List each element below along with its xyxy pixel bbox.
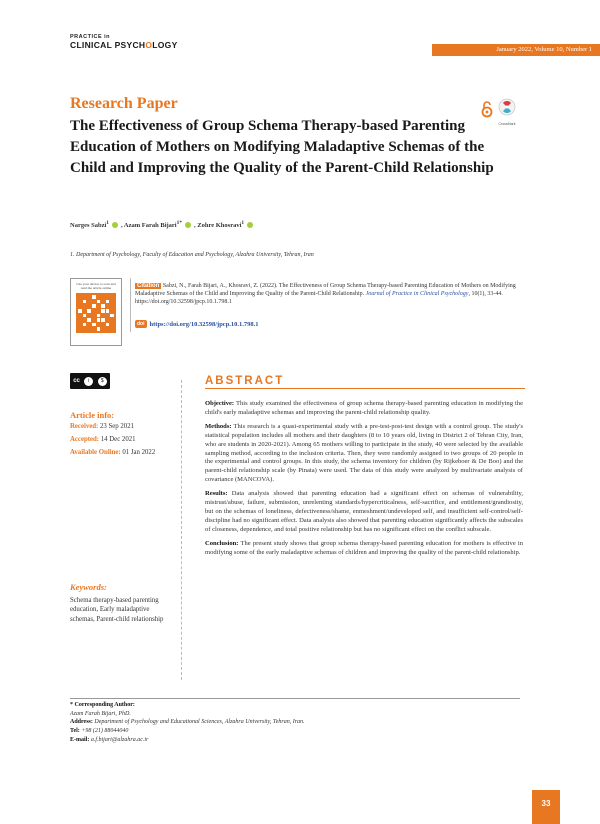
qr-cell <box>87 323 91 327</box>
qr-cell <box>110 304 114 308</box>
qr-cell <box>101 295 105 299</box>
journal-name: Journal of Practice in Clinical Psychology <box>365 291 469 298</box>
qr-caption: Use your device to scan and read the article online <box>76 282 116 290</box>
citation-divider <box>130 278 131 332</box>
crossmark-label: CrossMark <box>498 122 516 126</box>
crossmark-graphic <box>496 98 518 117</box>
abstract-methods: Methods: This research is a quasi-experimental study with a pre-test-post-test design with a control group. The study's statistical population includes all mothers and their daughters (8 to 10 years old, living in District 2 of Tehran City, Iran, who are students in 2020-2021). Among 65 mothers willing to participate in the study, 40 were selected by the available sampling method, according to the inclusion criteria. Then, they were randomly assigned to two groups of 20 people in the experimental and control groups. In this study, the schema inventory for children (by Rijkeboer & De Boo) and the parent-child relationship scale (by Pinata) were used. The data of this study were analyzed by multivariate analysis of covariance (MANCOVA). <box>205 422 523 484</box>
qr-cell <box>97 295 101 299</box>
qr-cell <box>110 295 114 299</box>
qr-cell <box>92 300 96 304</box>
qr-cell <box>87 295 91 299</box>
abstract-conclusion: Conclusion: The present study shows that group schema therapy-based parenting education for mothers is effective in modifying some of the early maladaptive schemas of children and improving the quality of the parent-child relationship. <box>205 539 523 556</box>
cc-icon: cc <box>73 378 80 384</box>
qr-cell <box>78 314 82 318</box>
qr-cell <box>83 323 87 327</box>
qr-cell <box>110 327 114 331</box>
qr-cell <box>87 304 91 308</box>
qr-cell <box>92 323 96 327</box>
qr-cell <box>101 300 105 304</box>
orcid-icon[interactable] <box>185 222 191 228</box>
author-1[interactable]: Narges Sabzi$^1$ <box>70 220 109 230</box>
qr-cell <box>106 295 110 299</box>
article-title: The Effectiveness of Group Schema Therapy-based Parenting Education of Mothers on Modifying Maladaptive Schemas of the Child and Improving the Quality of the Parent-Child Relationship <box>70 118 494 176</box>
abstract-body <box>205 400 523 563</box>
abstract-objective: Objective: This study examined the effectiveness of group schema therapy-based parenting education in modifying the child's early maladaptive schemas and improving the parent-child relationship quality. <box>205 400 523 416</box>
qr-cell <box>97 304 101 308</box>
qr-cell <box>87 327 91 331</box>
accepted-date: Accepted: 14 Dec 2021 <box>70 436 136 443</box>
qr-cell <box>78 327 82 331</box>
qr-cell <box>106 309 110 313</box>
qr-cell <box>92 309 96 313</box>
qr-cell <box>101 318 105 322</box>
article-type: Research Paper <box>70 95 178 112</box>
qr-cell <box>110 300 114 304</box>
corr-name: Azam Farah Bijari, PhD. <box>70 710 131 717</box>
qr-cell <box>87 300 91 304</box>
qr-cell <box>78 304 82 308</box>
qr-cell <box>106 300 110 304</box>
qr-cell <box>110 318 114 322</box>
doi-icon: doi <box>137 321 145 327</box>
corr-address: Address: Department of Psychology and Educational Sciences, Alzahra University, Tehran, Iran. <box>70 719 305 726</box>
qr-cell <box>97 309 101 313</box>
abstract-results: Results: Data analysis showed that parenting education had a significant effect on schemas of vulnerability, mistrust/abuse, failure, submission, unrelenting standards/hypercriticalness, self-sacrifice, and entitlement/grandiosity, but on the schemas of loneliness, defectiveness/shame, enmeshment/undeveloped self, and insufficient self-control/self-discipline had no significant effect. Data analysis also showed that parenting education significantly affects the subscales of closeness, dependence, and total positive relationship but has no significant effect on the conflict subscale. <box>205 490 523 533</box>
qr-cell <box>110 323 114 327</box>
corresponding-author <box>70 701 370 745</box>
keywords-heading: Keywords: <box>70 582 107 592</box>
qr-cell <box>97 323 101 327</box>
qr-cell <box>92 304 96 308</box>
qr-cell <box>101 323 105 327</box>
qr-cell <box>83 300 87 304</box>
qr-cell <box>106 304 110 308</box>
qr-cell <box>78 300 82 304</box>
qr-cell <box>87 314 91 318</box>
qr-cell <box>101 309 105 313</box>
qr-cell <box>97 327 101 331</box>
qr-cell <box>110 314 114 318</box>
qr-cell <box>97 318 101 322</box>
author-3[interactable]: , Zohre Khosravi$^1$ <box>194 220 245 230</box>
citation-text: Citation Sabzi, N., Farah Bijari, A., Khosravi, Z. (2022). The Effectiveness of Group Schema Therapy-based Parenting Education of Mothers on Modifying Maladaptive Schemas of the Child and Improving the Quality of the Parent-Child Relationship. Journal of Practice in Clinical Psychology, 10(1), 33-44. https://doi.org/10.32598/jpcp.10.1.798.1 <box>135 283 516 306</box>
cc-nc-icon: $ <box>98 377 107 386</box>
corr-tel: Tel: +98 (21) 88044040 <box>70 728 129 735</box>
qr-cell <box>106 314 110 318</box>
qr-cell <box>87 309 91 313</box>
abstract-heading: ABSTRACT <box>205 375 285 387</box>
orcid-icon[interactable] <box>112 222 118 228</box>
qr-cell <box>83 309 87 313</box>
qr-cell <box>101 304 105 308</box>
qr-cell <box>83 327 87 331</box>
qr-cell <box>101 314 105 318</box>
qr-cell <box>83 318 87 322</box>
corr-title: * Corresponding Author: <box>70 702 135 708</box>
page-number: 33 <box>532 790 560 824</box>
qr-cell <box>92 327 96 331</box>
qr-cell <box>83 304 87 308</box>
keywords-list: Schema therapy-based parenting education, Early maladaptive schemas, Parent-child relationship <box>70 597 164 623</box>
qr-cell <box>97 314 101 318</box>
qr-cell <box>87 318 91 322</box>
cc-by-icon: i <box>84 377 93 386</box>
orcid-icon[interactable] <box>247 222 253 228</box>
qr-cell <box>106 327 110 331</box>
qr-cell <box>83 314 87 318</box>
qr-cell <box>92 318 96 322</box>
doi-url[interactable]: https://doi.org/10.32598/jpcp.10.1.798.1 <box>149 320 259 328</box>
qr-cell <box>110 309 114 313</box>
received-date: Received: 23 Sep 2021 <box>70 423 134 430</box>
available-date: Available Online: 01 Jan 2022 <box>70 449 156 456</box>
qr-cell <box>92 314 96 318</box>
qr-cell <box>101 327 105 331</box>
journal-logo-main: CLINICAL PSYCHOLOGY <box>70 40 178 50</box>
qr-code-box[interactable] <box>70 278 122 346</box>
citation-label: Citation <box>137 283 160 289</box>
qr-cell <box>78 323 82 327</box>
qr-cell <box>97 300 101 304</box>
qr-cell <box>78 309 82 313</box>
qr-code-icon[interactable] <box>76 293 116 333</box>
journal-logo <box>70 34 200 50</box>
corr-email[interactable]: E-mail: a.f.bijari@alzahra.ac.ir <box>70 736 149 743</box>
article-info-heading: Article info: <box>70 410 115 420</box>
affiliation: 1. Department of Psychology, Faculty of Education and Psychology, Alzahra University, Tehran, Iran <box>70 252 314 258</box>
author-2[interactable]: , Azam Farah Bijari$^{1*}$ <box>121 220 183 230</box>
abstract-rule <box>205 388 525 389</box>
issue-banner: January 2022, Volume 10, Number 1 <box>432 44 600 56</box>
qr-cell <box>83 295 87 299</box>
doi-link[interactable] <box>135 320 259 328</box>
author-list <box>70 220 520 229</box>
qr-cell <box>78 295 82 299</box>
qr-cell <box>106 318 110 322</box>
qr-cell <box>78 318 82 322</box>
creative-commons-badge[interactable] <box>70 373 110 389</box>
qr-cell <box>92 295 96 299</box>
footer-rule <box>70 698 520 699</box>
journal-logo-top: PRACTICE in <box>70 34 111 40</box>
column-divider <box>181 380 182 680</box>
qr-cell <box>106 323 110 327</box>
